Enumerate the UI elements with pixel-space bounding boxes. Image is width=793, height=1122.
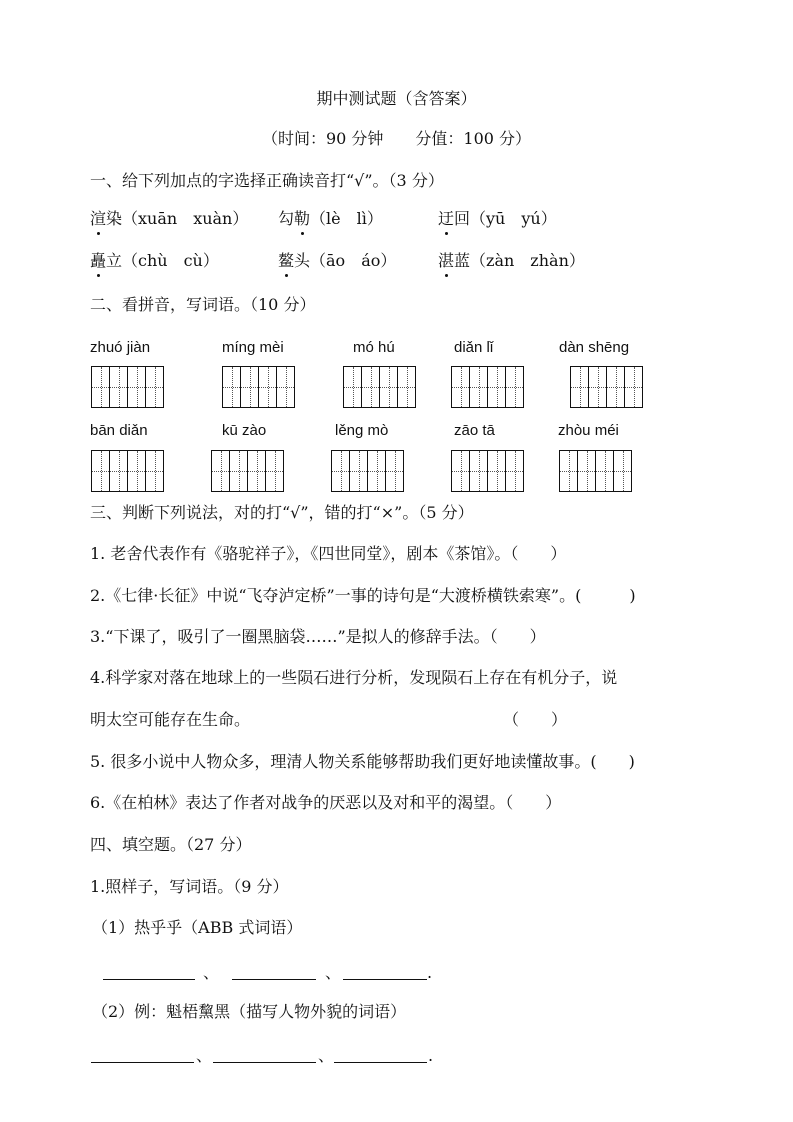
pronunciation-item: 湛蓝（zàn zhàn）: [438, 251, 585, 270]
writing-grid[interactable]: [559, 450, 632, 492]
writing-grid[interactable]: [343, 366, 416, 408]
section4-heading: 四、填空题。（27 分）: [90, 835, 252, 854]
comma-separator: 、: [196, 1046, 213, 1065]
pronunciation-item: 鳌头（āo áo）: [278, 251, 397, 270]
pinyin-label: bān diǎn: [90, 422, 148, 439]
prompt-line: （2）例：魁梧黧黑（描写人物外貌的词语）: [92, 1002, 407, 1021]
writing-grid[interactable]: [570, 366, 643, 408]
writing-grid[interactable]: [211, 450, 284, 492]
answer-blank[interactable]: [232, 979, 316, 980]
section3-heading: 三、判断下列说法，对的打“√”，错的打“×”。（5 分）: [90, 503, 474, 522]
pinyin-label: míng mèi: [222, 339, 284, 356]
pinyin-label: dàn shēng: [559, 339, 630, 356]
writing-grid[interactable]: [222, 366, 295, 408]
period-mark: .: [427, 963, 433, 982]
writing-grid[interactable]: [91, 450, 164, 492]
judgment-question: 2.《七律·长征》中说“飞夺泸定桥”一事的诗句是“大渡桥横铁索寒”。( ): [90, 586, 636, 605]
judgment-question: 5. 很多小说中人物众多，理清人物关系能够帮助我们更好地读懂故事。( ): [90, 752, 635, 771]
judgment-question: 4.科学家对落在地球上的一些陨石进行分析，发现陨石上存在有机分子，说: [90, 668, 618, 687]
pronunciation-item: 迂回（yū yú）: [438, 209, 557, 228]
answer-parentheses[interactable]: （ ）: [503, 710, 568, 729]
pronunciation-item: 渲染（xuān xuàn）: [90, 209, 249, 228]
subquestion-heading: 1.照样子，写词语。（9 分）: [90, 877, 289, 896]
pinyin-label: kū zào: [222, 422, 267, 439]
writing-grid[interactable]: [331, 450, 404, 492]
comma-separator: 、: [325, 963, 342, 982]
page-title: 期中测试题（含答案）: [316, 89, 477, 108]
judgment-question: 明太空可能存在生命。: [90, 710, 251, 729]
pronunciation-item: 勾勒（lè lì）: [278, 209, 383, 228]
answer-blank[interactable]: [334, 1062, 427, 1063]
section2-heading: 二、看拼音，写词语。（10 分）: [90, 295, 316, 314]
judgment-question: 1. 老舍代表作有《骆驼祥子》，《四世同堂》，剧本《茶馆》。（ ）: [90, 544, 567, 563]
writing-grid[interactable]: [451, 450, 524, 492]
comma-separator: 、: [203, 963, 220, 982]
pinyin-label: zhuó jiàn: [90, 339, 151, 356]
pinyin-label: zhòu méi: [558, 422, 619, 439]
answer-blank[interactable]: [91, 1062, 194, 1063]
answer-blank[interactable]: [103, 979, 195, 980]
period-mark: .: [428, 1046, 434, 1065]
section1-heading: 一、给下列加点的字选择正确读音打“√”。（3 分）: [90, 171, 444, 190]
writing-grid[interactable]: [91, 366, 164, 408]
pronunciation-item: 矗立（chù cù）: [90, 251, 219, 270]
pinyin-label: diǎn lǐ: [454, 339, 494, 356]
answer-blank[interactable]: [343, 979, 427, 980]
pinyin-label: mó hú: [353, 339, 395, 356]
pinyin-label: lěng mò: [335, 422, 389, 439]
test-info: （时间：90 分钟 分值：100 分）: [261, 129, 532, 148]
pinyin-label: zāo tā: [454, 422, 495, 439]
judgment-question: 3.“下课了，吸引了一圈黑脑袋……”是拟人的修辞手法。（ ）: [90, 627, 546, 646]
answer-blank[interactable]: [213, 1062, 316, 1063]
prompt-line: （1）热乎乎（ABB 式词语）: [92, 918, 303, 937]
comma-separator: 、: [318, 1046, 335, 1065]
writing-grid[interactable]: [451, 366, 524, 408]
judgment-question: 6.《在柏林》表达了作者对战争的厌恶以及对和平的渴望。（ ）: [90, 793, 562, 812]
